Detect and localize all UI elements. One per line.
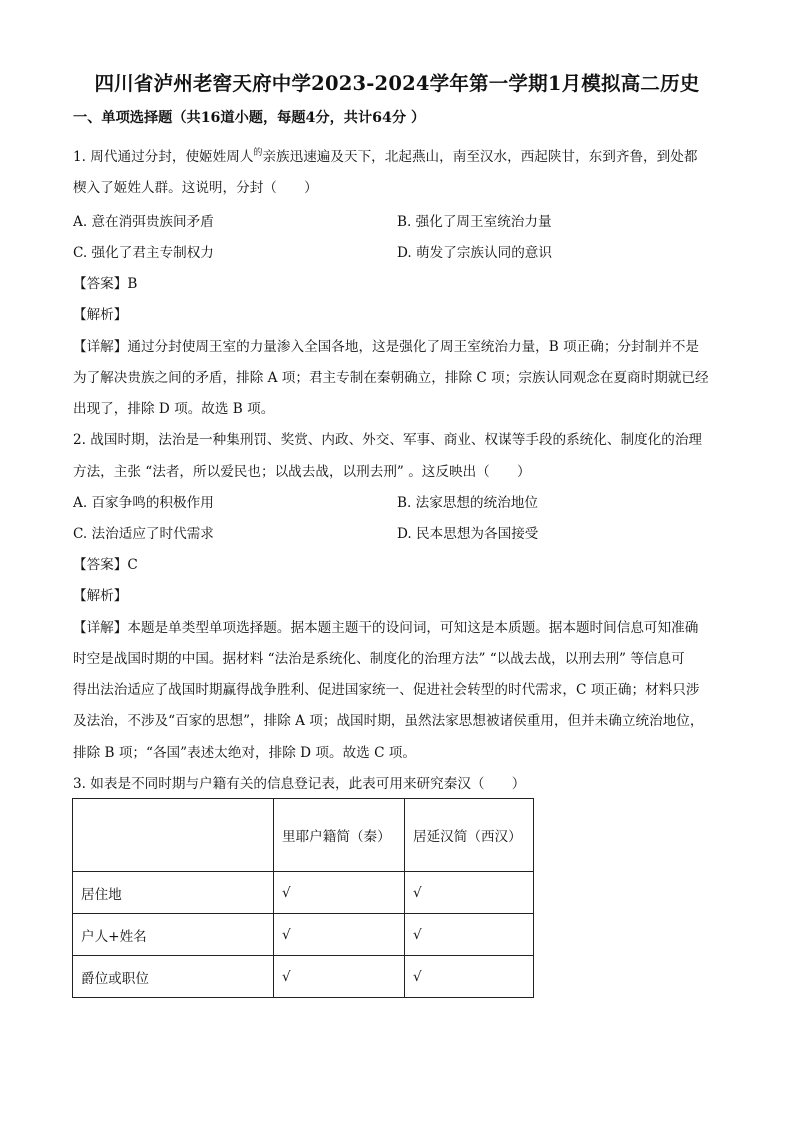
detail-text: 通过分封使周王室的力量渗入全国各地，这是强化了周王室统治力量，B 项正确；分封制并不是 <box>127 339 700 355</box>
answer-value: C <box>127 557 138 573</box>
question-1-detail-line3: 出现了，排除 D 项。故选 B 项。 <box>73 401 275 417</box>
table-row <box>73 956 534 998</box>
question-2-detail-line5: 排除 B 项；“各国”表述太绝对，排除 D 项。故选 C 项。 <box>73 745 416 761</box>
question-2-option-a: A. 百家争鸣的积极作用 <box>73 495 214 511</box>
table-cell: √ <box>274 914 405 956</box>
detail-text: 本题是单类型单项选择题。据本题主题干的设问词，可知这是本质题。据本题时间信息可知准确 <box>127 620 699 636</box>
table-cell: √ <box>405 956 534 998</box>
question-2-analysis-label: 【解析】 <box>73 588 128 604</box>
question-1-detail-line1 <box>73 337 699 357</box>
table-row <box>73 872 534 914</box>
detail-label: 【详解】 <box>73 339 128 355</box>
document-title: 四川省泸州老窖天府中学2023-2024学年第一学期1月模拟高二历史 <box>94 72 700 95</box>
q1-stem-sup: 的 <box>253 148 263 158</box>
question-2-option-c: C. 法治适应了时代需求 <box>73 526 214 542</box>
question-3-stem: 3. 如表是不同时期与户籍有关的信息登记表，此表可用来研究秦汉（ ） <box>73 776 526 792</box>
household-registration-table <box>72 798 534 998</box>
answer-value: B <box>127 276 138 292</box>
q1-stem-text-cont: 亲族迅速遍及天下，北起燕山，南至汉水，西起陕甘，东到齐鲁，到处都 <box>262 149 698 165</box>
table-cell: 居住地 <box>73 872 274 914</box>
table-cell: √ <box>405 872 534 914</box>
question-2-detail-line1 <box>73 618 698 638</box>
answer-label: 【答案】 <box>73 276 128 292</box>
table-cell: 户人+姓名 <box>73 914 274 956</box>
detail-label: 【详解】 <box>73 620 128 636</box>
answer-label: 【答案】 <box>73 557 128 573</box>
table-header-cell: 居延汉简（西汉） <box>405 799 534 872</box>
question-1-detail-line2: 为了解决贵族之间的矛盾，排除 A 项；君主专制在秦朝确立，排除 C 项；宗族认同观念在夏商时期就已经 <box>73 370 709 386</box>
table-cell: √ <box>274 872 405 914</box>
question-1-option-d: D. 萌发了宗族认同的意识 <box>397 245 552 261</box>
question-2-stem-line2: 方法，主张 “法者，所以爱民也；以战去战，以刑去刑” 。这反映出（ ） <box>73 464 531 480</box>
table-cell: 爵位或职位 <box>73 956 274 998</box>
question-2-detail-line4: 及法治，不涉及“百家的思想”，排除 A 项；战国时期，虽然法家思想被诸侯重用，但并未确立统治地位， <box>73 713 704 729</box>
question-1-option-c: C. 强化了君主专制权力 <box>73 245 214 261</box>
question-1-option-a: A. 意在消弭贵族间矛盾 <box>73 214 214 230</box>
table-cell: √ <box>405 914 534 956</box>
question-2-option-b: B. 法家思想的统治地位 <box>397 495 538 511</box>
table-cell: √ <box>274 956 405 998</box>
question-1-stem-line1 <box>73 147 697 169</box>
table-row <box>73 914 534 956</box>
table-header-row <box>73 799 534 872</box>
question-2-stem-line1: 2. 战国时期，法治是一种集刑罚、奖赏、内政、外交、军事、商业、权谋等手段的系统化、制度化的治理 <box>73 432 703 448</box>
question-1-analysis-label: 【解析】 <box>73 307 128 323</box>
section-heading: 一、单项选择题（共16道小题，每题4分，共计64分 ） <box>73 110 426 126</box>
q1-stem-text: 1. 周代通过分封，使姬姓周人 <box>73 149 254 165</box>
question-2-detail-line3: 得出法治适应了战国时期赢得战争胜利、促进国家统一、促进社会转型的时代需求，C 项正确；材料只涉 <box>73 682 700 698</box>
question-1-option-b: B. 强化了周王室统治力量 <box>397 214 552 230</box>
question-1-answer <box>73 274 137 294</box>
table-header-cell: 里耶户籍简（秦） <box>274 799 405 872</box>
question-2-answer <box>73 555 138 575</box>
question-2-detail-line2: 时空是战国时期的中国。据材料 “法治是系统化、制度化的治理方法” “以战去战，以刑去刑” 等信息可 <box>73 651 685 667</box>
question-2-option-d: D. 民本思想为各国接受 <box>397 526 539 542</box>
question-1-stem-line2: 楔入了姬姓人群。这说明，分封（ ） <box>73 180 318 196</box>
table-header-cell <box>73 799 274 872</box>
